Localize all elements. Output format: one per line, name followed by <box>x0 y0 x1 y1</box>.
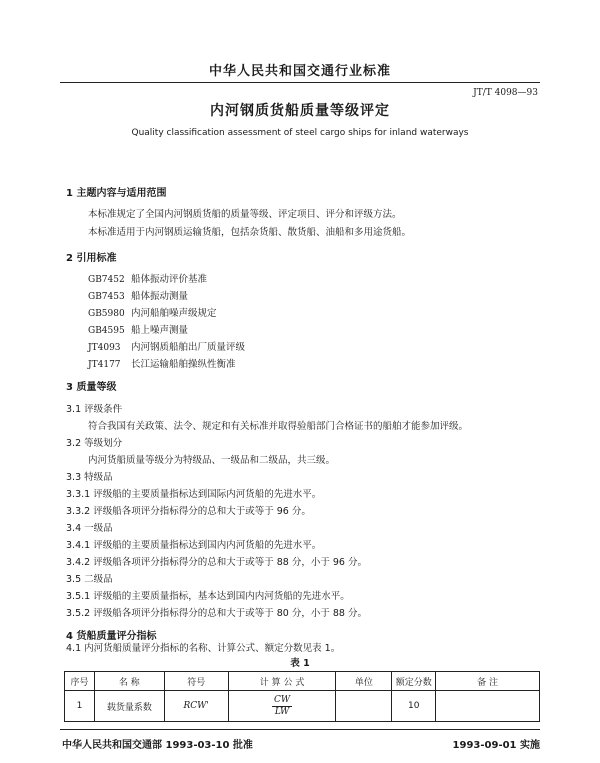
reference-code: GB5980 <box>88 309 125 319</box>
clause-3-3-2: 3.3.2 评级船各项评分指标得分的总和大于或等于 96 分。 <box>66 506 311 517</box>
formula-numerator: CW <box>273 694 291 705</box>
clause-3-3-1: 3.3.1 评级船的主要质量指标达到国际内河货船的先进水平。 <box>66 489 322 500</box>
effective-date: 1993-09-01 实施 <box>452 740 540 751</box>
clause-3-4-2: 3.4.2 评级船各项评分指标得分的总和大于或等于 88 分，小于 96 分。 <box>66 557 367 568</box>
clause-3-2: 3.2 等级划分 <box>66 438 123 449</box>
section-4-heading: 4 货船质量评分指标 <box>66 631 157 642</box>
reference-item <box>88 322 188 336</box>
table-caption: 表 1 <box>290 658 310 669</box>
clause-3-4: 3.4 一级品 <box>66 523 113 534</box>
reference-name: 长江运输船舶操纵性衡准 <box>131 359 236 370</box>
clause-4-1: 4.1 内河货船质量评分指标的名称、计算公式、额定分数见表 1。 <box>66 643 341 654</box>
formula-fraction <box>272 695 292 718</box>
clause-3-5: 3.5 二级品 <box>66 574 113 585</box>
reference-name: 船体振动测量 <box>131 291 189 302</box>
clause-3-5-1: 3.5.1 评级船的主要质量指标，基本达到国内内河货船的先进水平。 <box>66 591 350 602</box>
reference-item <box>88 356 236 370</box>
cell-unit <box>336 691 392 722</box>
table-row <box>65 691 540 722</box>
reference-name: 船上噪声测量 <box>131 325 189 336</box>
clause-3-2-text: 内河货船质量等级分为特级品、一级品和二级品，共三级。 <box>88 455 336 466</box>
cell-symbol: RCW' <box>164 691 228 722</box>
column-header: 额定分数 <box>392 672 436 691</box>
clause-3-4-1: 3.4.1 评级船的主要质量指标达到国内内河货船的先进水平。 <box>66 540 322 551</box>
reference-code: GB7453 <box>88 292 125 302</box>
table-header-row <box>65 672 540 691</box>
clause-3-1-text: 符合我国有关政策、法令、规定和有关标准并取得验船部门合格证书的船舶才能参加评级。 <box>88 421 469 432</box>
cell-number: 1 <box>65 691 95 722</box>
reference-item <box>88 305 217 319</box>
column-header: 备 注 <box>436 672 540 691</box>
column-header: 符号 <box>164 672 228 691</box>
reference-code: GB4595 <box>88 326 125 336</box>
reference-name: 船体振动评价基准 <box>131 274 208 285</box>
clause-3-3: 3.3 特级品 <box>66 472 113 483</box>
cell-formula <box>228 691 336 722</box>
reference-code: JT4093 <box>88 343 121 353</box>
reference-item <box>88 339 245 353</box>
approval-info: 中华人民共和国交通部 1993-03-10 批准 <box>62 740 253 751</box>
section-1-heading: 1 主题内容与适用范围 <box>66 188 167 199</box>
standard-number: JT/T 4098—93 <box>473 88 538 98</box>
document-title-english: Quality classification assessment of steel cargo ships for inland waterways <box>131 128 469 138</box>
section-2-heading: 2 引用标准 <box>66 253 117 264</box>
cell-note <box>436 691 540 722</box>
reference-name: 内河船舶噪声级规定 <box>131 308 217 319</box>
reference-name: 内河钢质船舶出厂质量评级 <box>131 342 246 353</box>
section-1-paragraph-2: 本标准适用于内河钢质运输货船，包括杂货船、散货船、油船和多用途货船。 <box>88 227 412 238</box>
footer-rule <box>60 729 540 730</box>
cell-name: 载货量系数 <box>94 691 164 722</box>
reference-item <box>88 271 207 285</box>
header-rule <box>60 82 540 83</box>
formula-denominator: LW <box>274 706 290 717</box>
column-header: 序号 <box>65 672 95 691</box>
section-3-heading: 3 质量等级 <box>66 382 117 393</box>
reference-code: GB7452 <box>88 275 125 285</box>
section-1-paragraph-1: 本标准规定了全国内河钢质货船的质量等级、评定项目、评分和评级方法。 <box>88 209 402 220</box>
document-title: 内河钢质货船质量等级评定 <box>210 103 390 119</box>
scoring-table <box>64 671 540 722</box>
column-header: 计 算 公 式 <box>228 672 336 691</box>
column-header: 名 称 <box>94 672 164 691</box>
reference-item <box>88 288 188 302</box>
cell-score: 10 <box>392 691 436 722</box>
industry-title: 中华人民共和国交通行业标准 <box>208 64 391 79</box>
reference-code: JT4177 <box>88 360 121 370</box>
clause-3-5-2: 3.5.2 评级船各项评分指标得分的总和大于或等于 80 分，小于 88 分。 <box>66 608 367 619</box>
clause-3-1: 3.1 评级条件 <box>66 404 123 415</box>
column-header: 单位 <box>336 672 392 691</box>
